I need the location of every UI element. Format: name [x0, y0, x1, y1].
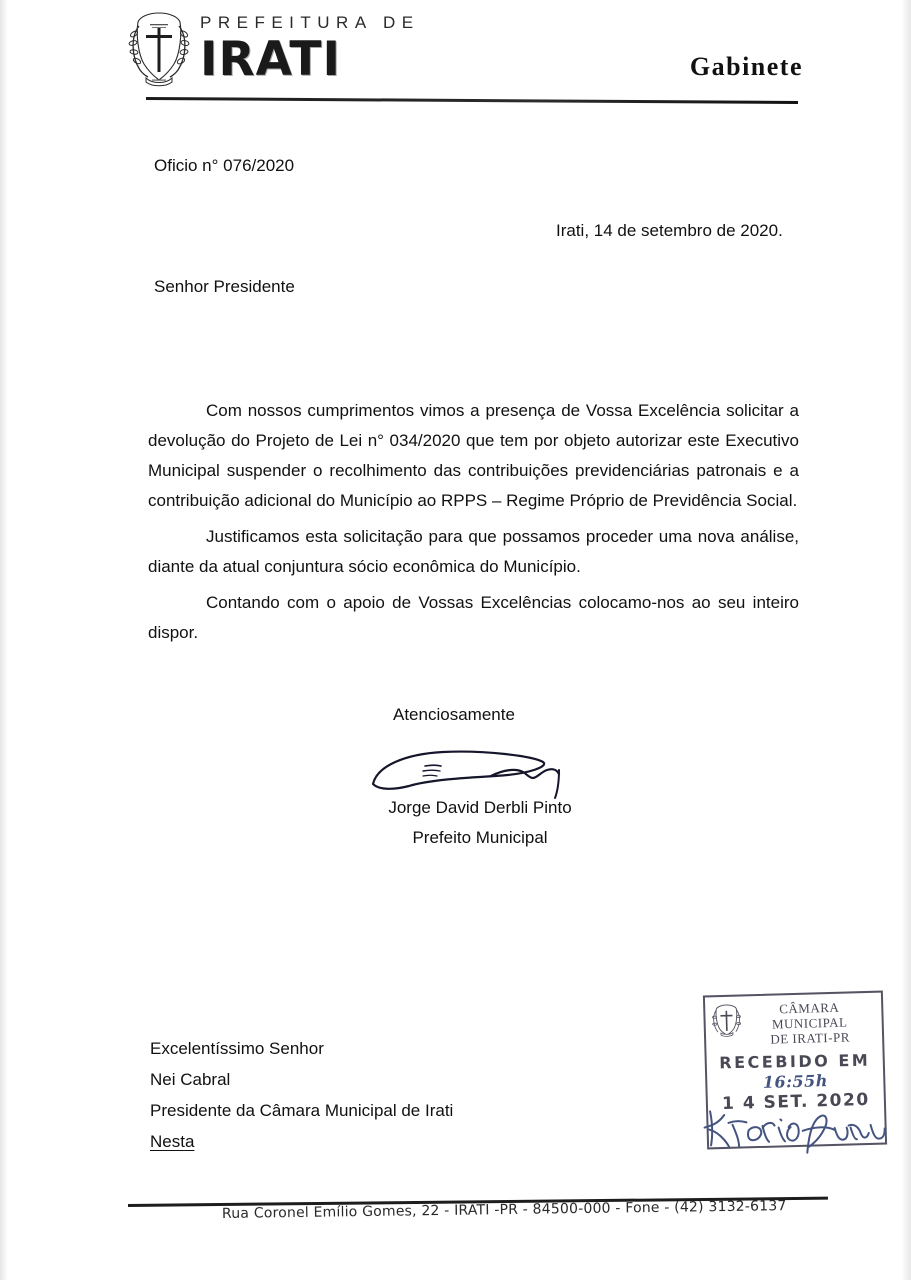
handwritten-signature-icon — [702, 1096, 890, 1163]
document-reference: Oficio n° 076/2020 — [154, 156, 295, 175]
coat-of-arms-icon — [711, 1002, 742, 1037]
letterhead-line-irati: IRATI — [200, 32, 341, 87]
body-paragraph-3: Contando com o apoio de Vossas Excelências colocamo-nos ao seu inteiro dispor. — [148, 593, 799, 642]
header-divider — [146, 97, 798, 104]
closing-salutation: Atenciosamente — [393, 705, 515, 724]
stamp-header — [705, 993, 882, 1050]
salutation: Senhor Presidente — [154, 277, 295, 296]
handwritten-signature-icon — [365, 740, 595, 802]
signature-block — [330, 740, 630, 848]
addressee-line-2: Nei Cabral — [150, 1070, 231, 1089]
received-stamp — [703, 991, 887, 1150]
body-paragraph-2: Justificamos esta solicitação para que possamos proceder uma nova análise, diante da atual conjuntura sócio econômica do Município. — [148, 527, 799, 576]
signer-name: Jorge David Derbli Pinto — [388, 798, 572, 817]
coat-of-arms-icon — [126, 8, 192, 92]
department-title: Gabinete — [689, 52, 803, 81]
body-paragraph-1: Com nossos cumprimentos vimos a presença de Vossa Excelência solicitar a devolução do Projeto de Lei n° 034/2020 que tem por objeto autorizar este Executivo Municipal suspender o recolhimento das contribuições previdenciárias patronais e a contribuição adicional do Município ao RPPS – Regime Próprio de Previdência Social. — [148, 401, 799, 510]
addressee-block — [150, 1033, 453, 1157]
addressee-line-3: Presidente da Câmara Municipal de Irati — [150, 1101, 454, 1120]
signer-role: Prefeito Municipal — [412, 828, 548, 847]
stamp-received-time: 16:55h — [762, 1070, 829, 1092]
stamp-org-line-2: DE IRATI-PR — [770, 1029, 851, 1047]
footer-address: Rua Coronel Emílio Gomes, 22 - IRATI -PR - 84500-000 - Fone - (42) 3132-6137 — [221, 1198, 787, 1222]
date-line: Irati, 14 de setembro de 2020. — [556, 221, 783, 240]
letterhead — [126, 6, 420, 92]
letter-body — [148, 396, 799, 648]
letterhead-wordmark — [200, 13, 420, 87]
stamp-org-line-1: CÂMARA MUNICIPAL — [771, 999, 848, 1032]
addressee-line-4: Nesta — [150, 1132, 195, 1151]
letterhead-line-prefeitura: PREFEITURA DE — [200, 13, 420, 32]
stamp-organization — [741, 1000, 878, 1049]
stamp-received-label: RECEBIDO EM — [719, 1050, 871, 1073]
stamp-received-date: 1 4 SET. 2020 — [721, 1089, 870, 1114]
addressee-line-1: Excelentíssimo Senhor — [150, 1039, 324, 1058]
